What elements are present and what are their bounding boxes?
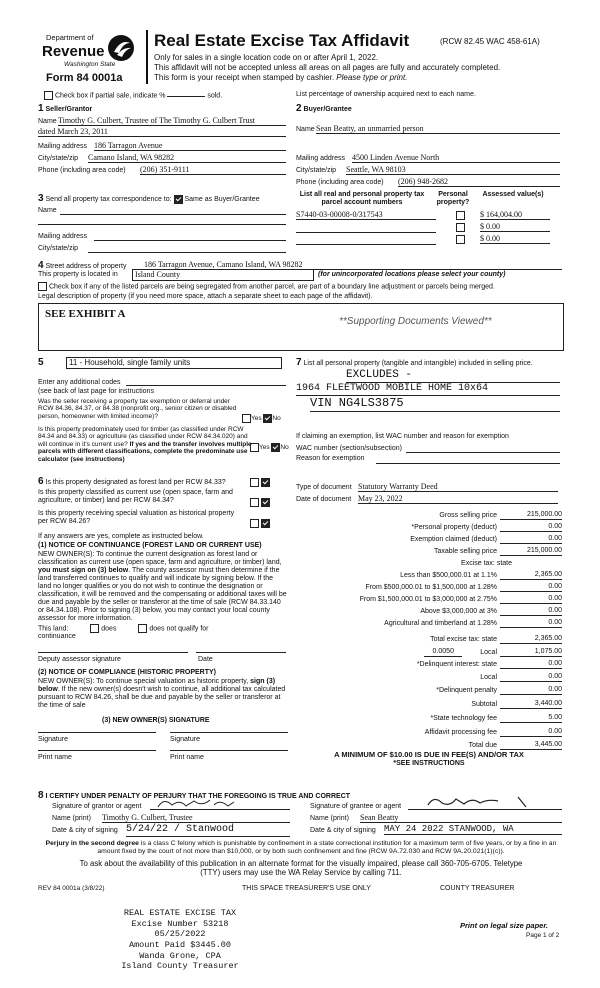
buyer-phone-label: Phone (including area code) [296, 179, 384, 186]
continuance-text [38, 551, 288, 623]
parcel-number-field[interactable] [296, 222, 436, 233]
historic-yes-checkbox[interactable] [250, 519, 259, 528]
timber-question [38, 426, 253, 463]
s3-text: Send all property tax correspondence to: [45, 196, 172, 203]
assessed-value-field[interactable]: $ 0.00 [480, 222, 550, 232]
reason-field[interactable] [376, 463, 560, 464]
seller-num: 1 [38, 103, 44, 114]
grantee-date-field[interactable]: MAY 24 2022 STANWOOD, WA [384, 824, 562, 835]
assessed-value-field[interactable]: $ 164,004.00 [480, 210, 550, 220]
located-label: This property is located in [38, 271, 118, 278]
tax-row-label: Exemption claimed (deduct) [410, 535, 497, 543]
tax-row [296, 544, 562, 556]
segregated-checkbox[interactable] [38, 282, 47, 291]
current-use-yes-checkbox[interactable] [250, 498, 259, 507]
tax-row-label: Gross selling price [439, 511, 497, 519]
if-any-yes: If any answers are yes, complete as instructed below. [38, 533, 204, 540]
timber-question-text: Is this property predominately used for timber (as classified under RCW 84.34 and 84.33) or agriculture (as classified under RCW 84.34.020) and will continue in it's current use? [38, 426, 248, 448]
receipt-line: Wanda Grone, CPA [139, 950, 221, 961]
exemption-question: Was the seller receiving a property tax exemption or deferral under RCW 84.36, 84.37, or 84.38 (nonprofit org., senior citizen or disabled person, homeowner with limited income)? [38, 398, 237, 420]
buyer-city-field[interactable]: Seattle, WA 98103 [346, 165, 560, 175]
current-use-yes-no [250, 498, 270, 507]
same-as-buyer-label: Same as Buyer/Grantee [184, 196, 260, 203]
tax-row [296, 532, 562, 544]
timber-no-checkbox[interactable] [271, 443, 280, 452]
seller-city-field[interactable]: Camano Island, WA 98282 [88, 153, 286, 163]
form-title: Real Estate Excise Tax Affidavit [154, 31, 410, 50]
local-tax-row [296, 644, 562, 657]
tax-row [296, 556, 562, 568]
forest-no-checkbox[interactable] [261, 478, 270, 487]
segregated-label: Check box if any of the listed parcels are being segregated from another parcel, are part of a boundary line adjustment or parcels being merged. [48, 283, 495, 291]
forest-question [38, 476, 248, 488]
parcel-number-field[interactable] [296, 234, 436, 245]
personal-col-header: Personal property? [436, 191, 470, 207]
does-not-label: does not qualify for [149, 625, 209, 633]
tax-row-label: Excise tax: state [461, 559, 512, 567]
tax-row [296, 682, 562, 695]
s3-mail-field[interactable] [94, 240, 286, 241]
this-land-label: This land: [38, 625, 69, 633]
additional-codes-label: Enter any additional codes [38, 379, 121, 386]
tax-row-label: *State technology fee [430, 714, 497, 722]
rev-number: REV 84 0001a (3/8/22) [38, 885, 105, 892]
note3-text: This form is your receipt when stamped by cashier. [154, 73, 337, 82]
tax-row-value[interactable]: 0.00 [500, 583, 562, 592]
personal-property-section [296, 357, 562, 472]
wac-field[interactable] [406, 452, 560, 453]
tax-total-row [296, 737, 562, 750]
historic-no-checkbox[interactable] [261, 519, 270, 528]
tax-row [296, 520, 562, 532]
deputy-label: Deputy assessor signature [38, 656, 121, 663]
parcel-table [296, 191, 562, 257]
partial-sold-label: sold. [207, 92, 223, 100]
treasurer-receipt-stamp [100, 908, 260, 972]
reason-label: Reason for exemption [296, 455, 365, 462]
tax-row-label: *Delinquent interest: state [416, 660, 497, 668]
tax-row [296, 616, 562, 628]
parcel-row [296, 222, 562, 234]
s3-heading [38, 193, 260, 205]
parcel-col-header: List all real and personal property tax parcel account numbers [299, 191, 425, 207]
tax-row-value[interactable]: 0.00 [500, 523, 562, 532]
forest-yes-no [250, 478, 270, 487]
buyer-mail-field[interactable]: 4500 Linden Avenue North [352, 153, 560, 163]
s5-num: 5 [38, 357, 44, 368]
signature-label-1: Signature [38, 736, 68, 743]
ownership-note: List percentage of ownership acquired next to each name. [296, 91, 476, 98]
yes-label: Yes [259, 444, 270, 452]
s4-num: 4 [38, 260, 44, 271]
note3-emphasis: Please type or print. [336, 73, 408, 82]
historic-yes-no [250, 519, 270, 528]
grantee-date-label: Date & city of signing [310, 827, 376, 834]
exemption-yes-checkbox[interactable] [242, 414, 251, 423]
tax-row [296, 669, 562, 682]
does-qualify-checkbox[interactable] [90, 624, 99, 633]
grantee-name-label: Name (print) [310, 815, 349, 822]
print-name-label-2: Print name [170, 754, 204, 761]
s3-city-label: City/state/zip [38, 245, 79, 252]
tax-row-label: Local [480, 648, 497, 656]
grantor-name-label: Name (print) [52, 815, 91, 822]
seller-phone-label: Phone (including area code) [38, 167, 126, 174]
certification-section [38, 790, 564, 838]
historic-text [38, 678, 288, 710]
state-label: Washington State [64, 61, 116, 68]
doc-date-label: Date of document [296, 496, 352, 503]
deputy-date-field[interactable] [196, 652, 286, 653]
see-instructions: *SEE INSTRUCTIONS [393, 759, 465, 767]
tax-row-label: Less than $500,000.01 at 1.1% [400, 571, 497, 579]
partial-sale-row [44, 91, 222, 100]
seller-name-field-2[interactable]: dated March 23, 2011 [38, 127, 286, 137]
forest-question-text: Is this property designated as forest land per RCW 84.33? [45, 479, 226, 486]
exemption-yes-no [242, 414, 281, 423]
perjury-notice [38, 840, 564, 856]
s7-heading [296, 357, 560, 369]
seller-name-label: Name [38, 118, 57, 125]
parcel-row [296, 210, 562, 222]
no-label: No [272, 415, 281, 423]
grantee-name-field[interactable]: Sean Beatty [360, 813, 562, 823]
tax-row-value[interactable]: 0.00 [500, 535, 562, 544]
yes-label: Yes [251, 415, 262, 423]
grantee-signature-field[interactable] [408, 799, 562, 810]
grantor-date-label: Date & city of signing [52, 827, 118, 834]
county-treasurer-label: COUNTY TREASURER [440, 885, 515, 892]
continuance-text-b: you must sign on (3) below [38, 567, 129, 575]
grantee-sig-label: Signature of grantee or agent [310, 803, 402, 810]
tax-correspondence-section [38, 193, 293, 253]
grantee-signature-mark [408, 795, 562, 809]
current-use-no-checkbox[interactable] [261, 498, 270, 507]
tax-row [296, 604, 562, 616]
tax-row [296, 592, 562, 604]
forest-current-use-section [38, 476, 293, 806]
seller-heading-text: Seller/Grantor [45, 106, 93, 113]
tax-row-value[interactable]: 0.00 [500, 673, 562, 682]
s3-name-field-2[interactable] [38, 224, 286, 225]
continuance-text-a: NEW OWNER(S): To continue the current designation as forest land or classification as current use (open space, farm and agriculture, or timber) land, [38, 551, 282, 567]
land-use-section [38, 357, 293, 472]
street-address-field[interactable]: 186 Tarragon Avenue, Camano Island, WA 98282 [144, 260, 562, 270]
agency-label: Revenue [42, 43, 105, 60]
header-note-1: Only for sales in a single location code on or after April 1, 2022. [154, 53, 379, 62]
s6-num: 6 [38, 476, 44, 487]
tax-row-label: Local [480, 673, 497, 681]
tax-row-value[interactable]: 2,365.00 [500, 635, 562, 644]
tax-calculation-table [296, 508, 562, 768]
tax-row-label: From $1,500,000.01 to $3,000,000 at 2.75% [359, 595, 497, 603]
historic-text-c: . If the new owner(s) doesn't wish to continue, all additional tax calculated pursuant to RCW 84.26, shall be due and payable by the seller or transferor at the time of sale [38, 686, 286, 710]
tax-row-label: Above $3,000,000 at 3% [420, 607, 497, 615]
assessed-value-field[interactable]: $ 0.00 [480, 234, 550, 244]
tax-row-value[interactable]: 0.00 [500, 686, 562, 695]
grantor-sig-label: Signature of grantor or agent [52, 803, 142, 810]
tax-row [296, 568, 562, 580]
receipt-line: REAL ESTATE EXCISE TAX [123, 908, 237, 918]
buyer-mail-label: Mailing address [296, 155, 346, 162]
tax-row-label: Affidavit processing fee [424, 728, 497, 736]
historic-text-a: NEW OWNER(S): To continue special valuation as historic property, [38, 678, 251, 685]
timber-question-bold: If yes and the transfer involves multiple parcels with different classifications, complete the predominate use calculator (see instructions) [38, 440, 252, 463]
legal-paper-note: Print on legal size paper. [460, 921, 548, 930]
s7-num: 7 [296, 357, 302, 368]
print-name-label-1: Print name [38, 754, 72, 761]
claim-exemption-label: If claiming an exemption, list WAC number and reason for exemption [296, 433, 509, 440]
buyer-phone-field[interactable]: (206) 948-2682 [398, 177, 560, 187]
tax-row-value[interactable]: 215,000.00 [500, 547, 562, 556]
personal-property-checkbox[interactable] [456, 211, 465, 220]
tax-row-value[interactable]: 1,075.00 [500, 648, 562, 657]
document-info [296, 484, 562, 510]
perjury-text: is a class C felony which is punishable by confinement in a state correctional institution for a maximum term of five years, or by a fine in an amount fixed by the court of not more than $10,000, or by both such confinement and fine (RCW 9A.72.030 and RCW 9A.20.021(1)(c)). [97, 840, 557, 855]
documents-viewed-stamp: **Supporting Documents Viewed** [339, 316, 492, 327]
buyer-heading [296, 103, 352, 115]
no-label: No [280, 444, 289, 452]
tax-row [296, 508, 562, 520]
local-rate[interactable]: 0.0050 [424, 648, 462, 657]
s3-name-label: Name [38, 207, 57, 214]
tax-row-value[interactable]: 0.00 [500, 607, 562, 616]
certify-text: I CERTIFY UNDER PENALTY OF PERJURY THAT THE FOREGOING IS TRUE AND CORRECT [45, 793, 351, 800]
current-use-question: Is this property classified as current use (open space, farm and agriculture, or timber) land per RCW 84.34? [38, 489, 233, 505]
exhibit-text: SEE EXHIBIT A [45, 308, 126, 320]
timber-yes-no [250, 443, 289, 452]
s3-num: 3 [38, 193, 44, 204]
use-code-select[interactable]: 11 - Household, single family units [66, 357, 282, 369]
s3-name-field[interactable] [60, 214, 286, 215]
dept-label: Department of [46, 33, 94, 42]
doc-type-field[interactable]: Statutory Warranty Deed [358, 482, 558, 492]
wac-label: WAC number (section/subsection) [296, 445, 402, 452]
seller-name-field[interactable]: Timothy G. Culbert, Trustee of The Timothy G. Culbert Trust [58, 116, 286, 126]
seller-phone-field[interactable]: (206) 351-9111 [140, 165, 286, 175]
seller-heading [38, 103, 92, 115]
partial-sale-label: Check box if partial sale, indicate % [54, 92, 166, 100]
buyer-name-label: Name [296, 126, 315, 133]
same-as-buyer-checkbox[interactable] [174, 195, 183, 204]
street-label: Street address of property [45, 263, 127, 270]
does-label: does [101, 625, 117, 633]
buyer-num: 2 [296, 103, 302, 114]
tax-row-label: Agricultural and timberland at 1.28% [384, 619, 497, 627]
receipt-line: Amount Paid $3445.00 [128, 939, 232, 950]
tax-row [296, 723, 562, 737]
grantor-date-field[interactable]: 5/24/22 / Stanwood [126, 824, 290, 837]
form-number: Form 84 0001a [46, 72, 123, 84]
tax-row [296, 580, 562, 592]
personal-property-line-1[interactable]: EXCLUDES - [346, 369, 560, 383]
header-note-2: This affidavit will not be accepted unless all areas on all pages are fully and accurately completed. [154, 63, 501, 72]
s7-text: List all personal property (tangible and intangible) included in selling price. [303, 360, 533, 367]
header-note-3 [154, 73, 407, 82]
dor-logo-icon [106, 33, 136, 63]
doc-type-label: Type of document [296, 484, 352, 491]
tax-row-value[interactable]: 3,445.00 [500, 741, 562, 750]
deputy-date-label: Date [198, 656, 213, 663]
dor-logo [40, 28, 140, 84]
tax-row [296, 657, 562, 669]
tax-row-label: *Delinquent penalty [436, 686, 497, 694]
assessed-col-header: Assessed value(s) [482, 191, 544, 198]
tax-row-label: Taxable selling price [433, 547, 497, 555]
s3-mail-label: Mailing address [38, 233, 88, 240]
this-land-row [38, 624, 288, 633]
parcel-number-field[interactable]: S7440-03-00008-0/317543 [296, 210, 436, 220]
new-owner-sig-heading: (3) NEW OWNER(S) SIGNATURE [102, 717, 210, 724]
codes-note: (see back of last page for instructions [38, 388, 154, 395]
personal-property-checkbox[interactable] [456, 235, 465, 244]
owner-print-field-2[interactable] [170, 750, 288, 751]
receipt-line: 05/25/2022 [154, 929, 206, 940]
deputy-signature-field[interactable] [38, 652, 188, 653]
tax-row-value[interactable]: 0.00 [500, 660, 562, 669]
tax-row-value[interactable]: 5.00 [500, 714, 562, 723]
parcel-row [296, 234, 562, 246]
forest-yes-checkbox[interactable] [250, 478, 259, 487]
continuance-text-c: . The county assessor must then determine if the land transferred continues to qualify and will indicate by signing below. If the land no longer qualifies or you do not wish to continue the designation or classification, it will be removed and the compensating or additional taxes will be due and payable by the seller or transferor at the time of sale (RCW 84.33.140 or 84.34.108). Prior to signing (3) below, you may contact your local county assessor for more information. [38, 567, 287, 623]
tax-row-label: Subtotal [471, 700, 497, 708]
owner-signature-field-1[interactable] [38, 732, 156, 733]
treasurer-use-label: THIS SPACE TREASURER'S USE ONLY [242, 885, 371, 892]
signature-label-2: Signature [170, 736, 200, 743]
continuance-label: continuance [38, 633, 76, 640]
tax-row-value[interactable]: 2,365.00 [500, 571, 562, 580]
personal-property-line-2[interactable]: 1964 FLEETWOOD MOBILE HOME 10x64 [296, 383, 560, 396]
property-section [38, 260, 564, 352]
tax-row-label: Total due [468, 741, 497, 749]
s8-num: 8 [38, 790, 44, 801]
continuance-heading: (1) NOTICE OF CONTINUANCE (FOREST LAND OR CURRENT USE) [38, 542, 262, 549]
buyer-section [296, 103, 562, 186]
owner-print-field-1[interactable] [38, 750, 156, 751]
minimum-fee-note: A MINIMUM OF $10.00 IS DUE IN FEE(S) AND/OR TAX [334, 750, 524, 759]
grantor-name-field[interactable]: Timothy G. Culbert, Trustee [102, 813, 290, 823]
tax-row [296, 709, 562, 723]
historic-text-b: sign (3) below [38, 678, 276, 694]
tax-row-label: From $500,000.01 to $1,500,000 at 1.28% [365, 583, 497, 591]
owner-signature-field-2[interactable] [170, 732, 288, 733]
personal-property-line-3[interactable]: VIN NG4LS3875 [310, 397, 560, 412]
tax-row [296, 628, 562, 644]
header-divider [146, 30, 148, 84]
tax-row-value[interactable]: 0.00 [500, 595, 562, 604]
seller-mail-field[interactable]: 186 Tarragon Avenue [94, 141, 286, 151]
seller-section [38, 103, 288, 183]
ada-notice-2: (TTY) users may use the WA Relay Service by calling 711. [200, 868, 402, 877]
ada-notice-1: To ask about the availability of this publication in an alternate format for the visually impaired, please call 360-705-6705. Teletype [79, 859, 523, 868]
seller-city-label: City/state/zip [38, 155, 79, 162]
grantor-signature-mark [150, 797, 290, 809]
county-select[interactable]: Island County [132, 269, 314, 281]
tax-row-value[interactable]: 215,000.00 [500, 511, 562, 520]
buyer-heading-text: Buyer/Grantee [303, 106, 352, 113]
tax-row-label: Total excise tax: state [430, 635, 497, 643]
receipt-line: Island County Treasurer [121, 961, 239, 972]
partial-percent-field[interactable] [167, 96, 205, 97]
located-note: (for unincorporated locations please select your county) [318, 271, 506, 278]
historic-question: Is this property receiving special valuation as historical property per RCW 84.26? [38, 510, 235, 526]
partial-sale-checkbox[interactable] [44, 91, 53, 100]
page-number: Page 1 of 2 [526, 932, 560, 939]
tax-row [296, 695, 562, 709]
buyer-name-field[interactable]: Sean Beatty, an unmarried person [316, 124, 560, 134]
legal-description-box[interactable] [38, 303, 564, 351]
segregated-row [38, 282, 564, 291]
tax-row-value[interactable]: 3,440.00 [500, 700, 562, 709]
historic-heading: (2) NOTICE OF COMPLIANCE (HISTORIC PROPERTY) [38, 669, 216, 676]
buyer-city-label: City/state/zip [296, 167, 337, 174]
personal-property-checkbox[interactable] [456, 223, 465, 232]
tax-row-value[interactable]: 0.00 [500, 728, 562, 737]
perjury-bold: Perjury in the second degree [45, 840, 139, 847]
doc-date-field[interactable]: May 23, 2022 [358, 494, 558, 504]
additional-codes-field[interactable] [126, 385, 286, 386]
legal-desc-label: Legal description of property (if you need more space, attach a separate sheet to each page of the affidavit). [38, 293, 373, 300]
seller-mail-label: Mailing address [38, 143, 88, 150]
tax-row-value[interactable]: 0.00 [500, 619, 562, 628]
grantor-signature-field[interactable] [150, 799, 290, 810]
s3-city-field[interactable] [88, 252, 286, 253]
does-not-qualify-checkbox[interactable] [138, 624, 147, 633]
receipt-line: Excise Number 53218 [131, 918, 229, 929]
tax-row-label: *Personal property (deduct) [411, 523, 497, 531]
form-rcw: (RCW 82.45 WAC 458-61A) [440, 37, 540, 46]
exemption-no-checkbox[interactable] [263, 414, 272, 423]
timber-yes-checkbox[interactable] [250, 443, 259, 452]
